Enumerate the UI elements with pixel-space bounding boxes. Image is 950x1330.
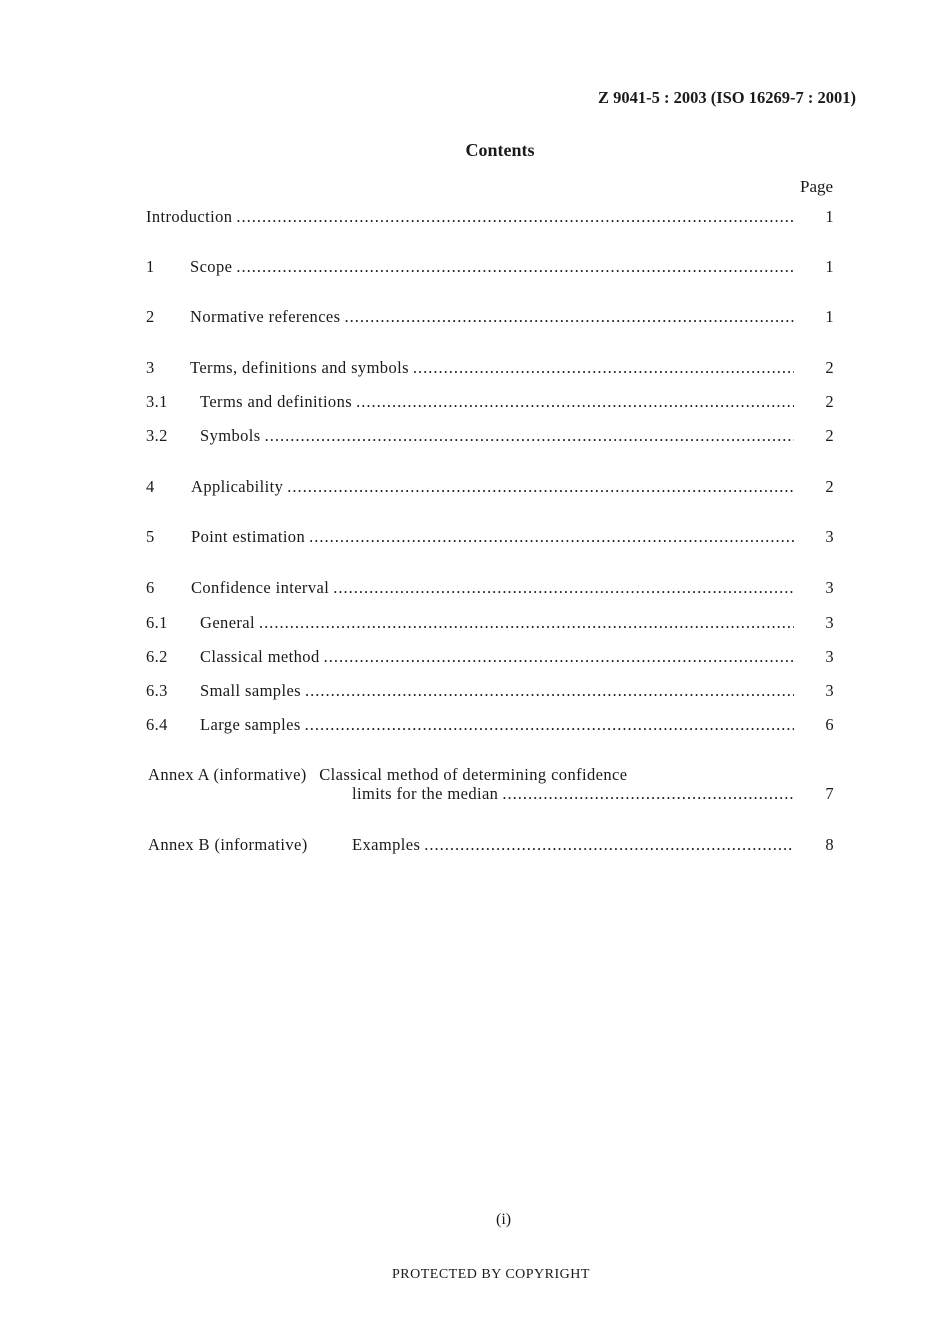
toc-entry-label: Scope	[190, 257, 233, 276]
toc-entry-number: 3	[146, 358, 155, 377]
toc-entry-page: 3	[825, 527, 834, 546]
toc-entry-page: 3	[825, 647, 834, 666]
toc-entry-number: 6.3	[146, 681, 168, 700]
page-number: (i)	[496, 1211, 512, 1228]
copyright-notice: PROTECTED BY COPYRIGHT	[392, 1267, 590, 1282]
toc-entry-page: 1	[825, 307, 834, 326]
toc-entry-page: 2	[825, 426, 834, 445]
toc-entry-annex-a[interactable]	[146, 784, 834, 806]
toc-entry-label: Small samples	[200, 681, 301, 700]
toc-entry-number: 5	[146, 527, 155, 546]
toc-entry-large-samples[interactable]	[146, 715, 834, 737]
toc-entry-number: 6.1	[146, 613, 168, 632]
annex-a-title-line2: limits for the median	[352, 784, 499, 803]
dot-leader	[324, 647, 794, 667]
toc-entry-applicability[interactable]	[146, 477, 834, 499]
toc-entry-terms-and-definitions[interactable]	[146, 392, 834, 414]
dot-leader	[333, 578, 794, 598]
toc-entry-label: Classical method	[200, 647, 320, 666]
toc-entry-page: 2	[825, 477, 834, 496]
toc-entry-label: Point estimation	[191, 527, 306, 546]
toc-entry-label: Applicability	[191, 477, 284, 496]
toc-entry-number: 1	[146, 257, 155, 276]
toc-entry-page: 3	[825, 681, 834, 700]
document-id: Z 9041-5 : 2003 (ISO 16269-7 : 2001)	[597, 88, 856, 107]
dot-leader	[265, 426, 794, 446]
toc-entry-page: 7	[825, 784, 834, 803]
toc-entry-confidence-interval[interactable]	[146, 578, 834, 600]
toc-entry-number: 3.2	[146, 426, 168, 445]
toc-entry-number: 2	[146, 307, 155, 326]
dot-leader	[309, 527, 794, 547]
page-column-label: Page	[800, 177, 834, 196]
toc-entry-page: 6	[825, 715, 834, 734]
toc-entry-annex-a-heading[interactable]	[148, 765, 627, 785]
annex-a-prefix: Annex A (informative)	[148, 765, 307, 784]
dot-leader	[236, 257, 794, 277]
toc-entry-page: 2	[825, 358, 834, 377]
toc-entry-normative-references[interactable]	[146, 307, 834, 329]
toc-entry-number: 3.1	[146, 392, 168, 411]
toc-entry-terms-definitions-symbols[interactable]	[146, 358, 834, 380]
toc-entry-label: Large samples	[200, 715, 301, 734]
toc-entry-introduction[interactable]	[146, 207, 834, 229]
toc-entry-page: 1	[825, 257, 834, 276]
dot-leader	[236, 207, 794, 227]
toc-entry-page: 1	[825, 207, 834, 226]
toc-entry-label: Terms, definitions and symbols	[190, 358, 409, 377]
toc-entry-page: 3	[825, 613, 834, 632]
toc-entry-small-samples[interactable]	[146, 681, 834, 703]
toc-entry-label: Introduction	[146, 207, 233, 226]
toc-entry-symbols[interactable]	[146, 426, 834, 448]
dot-leader	[424, 835, 794, 855]
toc-entry-number: 6	[146, 578, 155, 597]
toc-entry-point-estimation[interactable]	[146, 527, 834, 549]
page-title: Contents	[465, 140, 535, 160]
toc-entry-general[interactable]	[146, 613, 834, 635]
toc-entry-page: 8	[825, 835, 834, 854]
dot-leader	[287, 477, 794, 497]
toc-entry-annex-b[interactable]	[146, 835, 834, 857]
annex-a-title-line1: Classical method of determining confidence	[319, 765, 628, 784]
toc-entry-number: 6.4	[146, 715, 168, 734]
dot-leader	[305, 681, 794, 701]
toc-entry-label: General	[200, 613, 256, 632]
toc-entry-label: Symbols	[200, 426, 261, 445]
dot-leader	[356, 392, 794, 412]
dot-leader	[502, 784, 794, 804]
toc-entry-scope[interactable]	[146, 257, 834, 279]
toc-entry-label: Terms and definitions	[200, 392, 353, 411]
dot-leader	[344, 307, 794, 327]
dot-leader	[413, 358, 794, 378]
toc-entry-page: 3	[825, 578, 834, 597]
toc-entry-number: 4	[146, 477, 155, 496]
toc-entry-number: 6.2	[146, 647, 168, 666]
annex-b-prefix: Annex B (informative)	[148, 835, 308, 854]
annex-b-label: Examples	[352, 835, 421, 854]
toc-entry-label: Normative references	[190, 307, 341, 326]
toc-entry-page: 2	[825, 392, 834, 411]
toc-entry-label: Confidence interval	[191, 578, 330, 597]
toc-entry-classical-method[interactable]	[146, 647, 834, 669]
dot-leader	[259, 613, 794, 633]
dot-leader	[305, 715, 794, 735]
